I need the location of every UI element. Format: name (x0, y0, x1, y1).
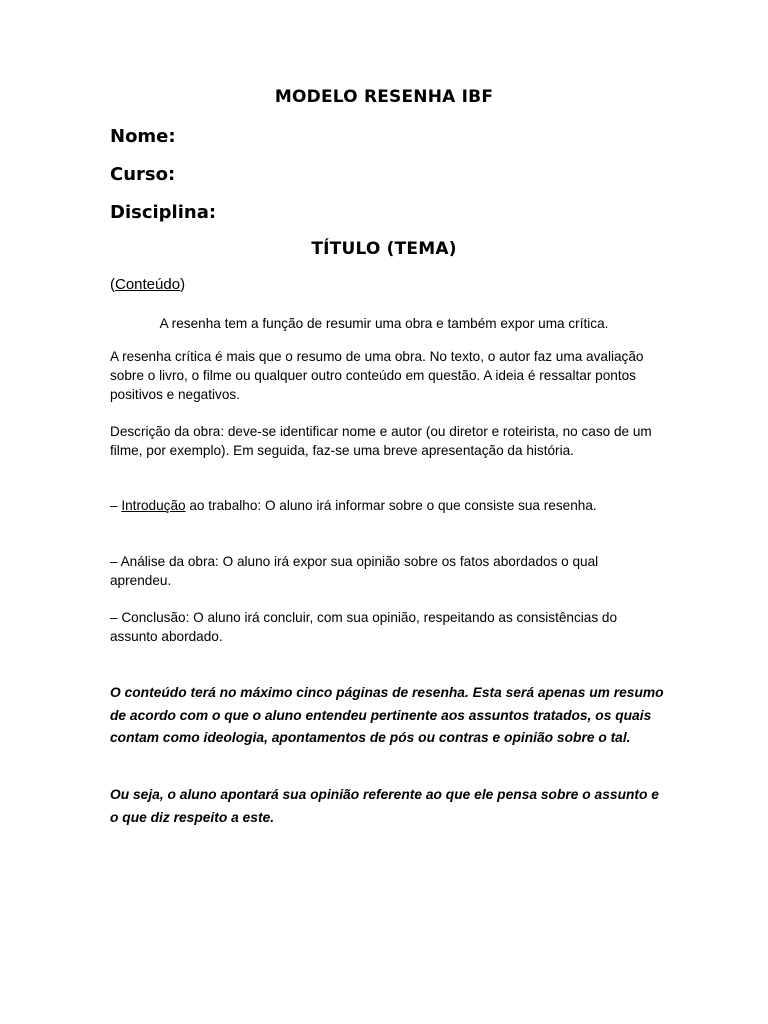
paragraph-conclusao: – Conclusão: O aluno irá concluir, com sua opinião, respeitando as consistências do assunto abordado. (110, 610, 618, 644)
note-content-limit: O conteúdo terá no máximo cinco páginas de resenha. Esta será apenas um resumo de acordo com o que o aluno entendeu pertinente aos assuntos tratados, os quais contam como ideologia, apontamentos de pós ou contras e opinião sobre o tal. (110, 685, 664, 745)
paragraph-descricao: Descrição da obra: deve-se identificar nome e autor (ou diretor e roteirista, no caso de um filme, por exemplo). Em seguida, faz-se uma breve apresentação da história. (110, 424, 652, 458)
field-disciplina-label: Disciplina: (110, 202, 217, 223)
introducao-rest: ao trabalho: O aluno irá informar sobre o que consiste sua resenha. (185, 498, 597, 513)
field-nome-label: Nome: (110, 126, 176, 147)
content-tag (110, 276, 185, 293)
content-tag-close: ) (180, 276, 186, 293)
content-tag-word: Conteúdo (115, 276, 181, 293)
document-title: MODELO RESENHA IBF (274, 87, 494, 107)
paragraph-analise: – Análise da obra: O aluno irá expor sua opinião sobre os fatos abordados o qual aprendeu. (110, 554, 599, 588)
note-opinion: Ou seja, o aluno apontará sua opinião referente ao que ele pensa sobre o assunto e o que diz respeito a este. (110, 787, 659, 825)
section-title: TÍTULO (TEMA) (311, 239, 457, 259)
introducao-dash: – (110, 498, 122, 513)
introducao-keyword: Introdução (121, 498, 186, 513)
paragraph-critica: A resenha crítica é mais que o resumo de uma obra. No texto, o autor faz uma avaliação sobre o livro, o filme ou qualquer outro conteúdo em questão. A ideia é ressaltar pontos positivos e negativos. (110, 349, 644, 402)
field-curso-label: Curso: (110, 164, 176, 185)
content-tag-open: ( (110, 276, 115, 293)
intro-line: A resenha tem a função de resumir uma obra e também expor uma crítica. (159, 316, 609, 331)
paragraph-introducao (110, 496, 662, 515)
